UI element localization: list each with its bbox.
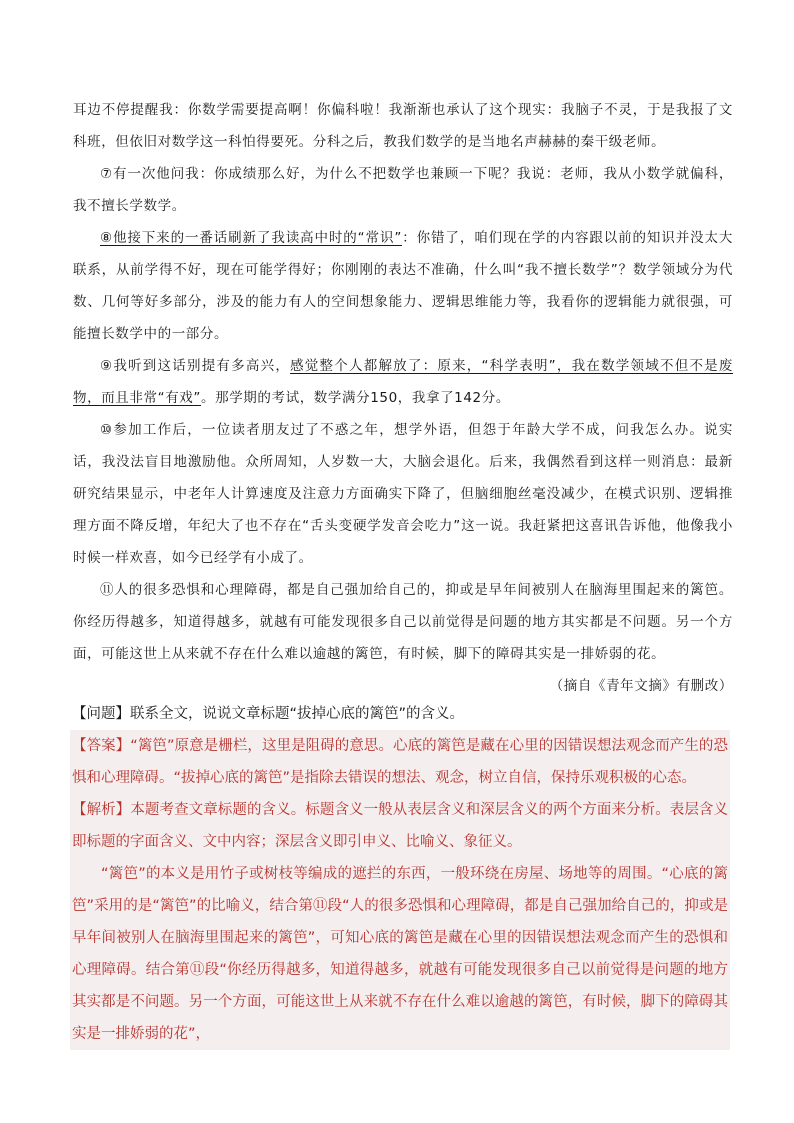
analysis-block — [70, 794, 730, 858]
paragraph-7: ⑦有一次他问我：你成绩那么好，为什么不把数学也兼顾一下呢？我说：老师，我从小数学就偏科，我不擅长学数学。 — [73, 166, 733, 214]
paragraph-9-end: 。那学期的考试，数学满分150，我拿了142分。 — [201, 390, 510, 406]
answer-block — [70, 730, 730, 794]
analysis-detail: “篱笆”的本义是用竹子或树枝等编成的遮拦的东西，一般环绕在房屋、场地等的周围。“心底的篱笆”采用的是“篱笆”的比喻义，结合第⑪段“人的很多恐惧和心理障碍，都是自己强加给自己的，抑或是早年间被别人在脑海里围起来的篱笆”，可知心底的篱笆是藏在心里的因错误想法观念而产生的恐惧和心理障碍。结合第⑪段“你经历得越多，知道得越多，就越有可能发现很多自己以前觉得是问题的地方其实都是不问题。另一个方面，可能这世上从来就不存在什么难以逾越的篱笆，有时候，脚下的障碍其实是一排娇弱的花”， — [70, 858, 730, 1050]
answer-tag: 【答案】 — [72, 738, 131, 754]
paragraph-10: ⑩参加工作后，一位读者朋友过了不惑之年，想学外语，但怨于年龄大学不成，问我怎么办。说实话，我没法盲目地激励他。众所周知，人岁数一大，大脑会退化。后来，我偶然看到这样一则消息：最新研究结果显示，中老年人计算速度及注意力方面确实下降了，但脑细胞丝毫没减少，在模式识别、逻辑推理方面不降反增，年纪大了也不存在“舌头变硬学发音会吃力”这一说。我赶紧把这喜讯告诉他，他像我小时候一样欢喜，如今已经学有小成了。 — [73, 422, 733, 566]
reading-passage — [73, 94, 733, 702]
paragraph-9 — [73, 350, 733, 414]
analysis-tag: 【解析】 — [72, 802, 131, 818]
paragraph-6-continued: 耳边不停提醒我：你数学需要提高啊！你偏科啦！我渐渐也承认了这个现实：我脑子不灵，于是我报了文科班，但依旧对数学这一科怕得要死。分科之后，教我们数学的是当地名声赫赫的秦干级老师。 — [73, 102, 733, 150]
question-answer-section — [70, 698, 730, 1050]
answer-text: “篱笆”原意是栅栏，这里是阻碍的意思。心底的篱笆是藏在心里的因错误想法观念而产生的恐惧和心理障碍。“拔掉心底的篱笆”是指除去错误的想法、观念，树立自信，保持乐观积极的心态。 — [72, 738, 728, 786]
underlined-sentence: ⑧他接下来的一番话刷新了我读高中时的“常识” — [100, 230, 402, 246]
paragraph-8 — [73, 222, 733, 350]
paragraph-8-text: ：你错了，咱们现在学的内容跟以前的知识并没太大联系，从前学得不好，现在可能学得好；你刚刚的表达不准确，什么叫“我不擅长数学”？数学领域分为代数、几何等好多部分，涉及的能力有人的空间想象能力、逻辑思维能力等，我看你的逻辑能力就很强，可能擅长数学中的一部分。 — [73, 230, 733, 342]
underlined-sentence: 感觉整个人都解放了：原来，“科学表明”，我在数学领域不但不是废物，而且非常“有戏” — [73, 358, 734, 406]
source-citation: （摘自《青年文摘》有删改） — [549, 678, 733, 694]
analysis-text: 本题考查文章标题的含义。标题含义一般从表层含义和深层含义的两个方面来分析。表层含义即标题的字面含义、文中内容；深层含义即引申义、比喻义、象征义。 — [72, 802, 729, 850]
paragraph-9-start: ⑨我听到这话别提有多高兴， — [100, 358, 291, 374]
paragraph-11: ⑪人的很多恐惧和心理障碍，都是自己强加给自己的，抑或是早年间被别人在脑海里围起来的篱笆。你经历得越多，知道得越多，就越有可能发现很多自己以前觉得是问题的地方其实都是不问题。另一个方面，可能这世上从来就不存在什么难以逾越的篱笆，有时候，脚下的障碍其实是一排娇弱的花。 — [73, 582, 733, 662]
question-text: 【问题】联系全文，说说文章标题“拔掉心底的篱笆”的含义。 — [72, 706, 465, 722]
